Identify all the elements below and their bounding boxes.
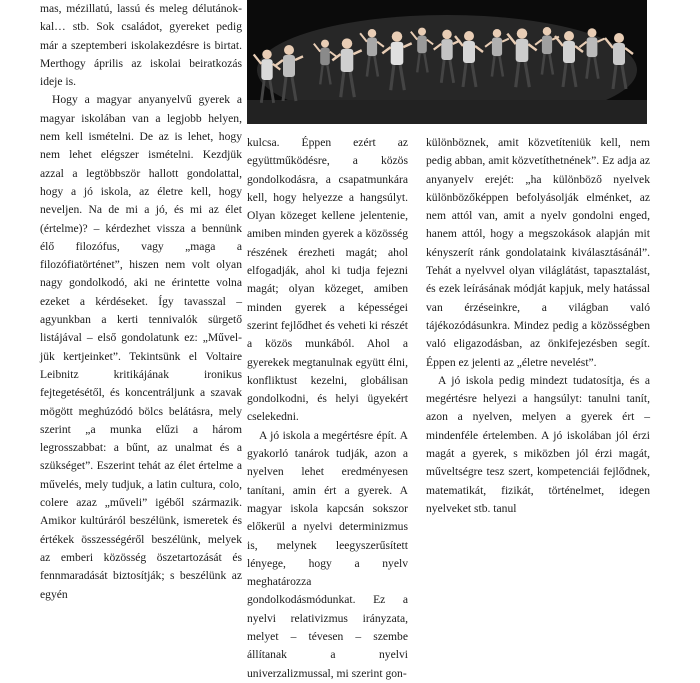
performer-body	[587, 37, 598, 57]
performer-head	[392, 31, 403, 42]
performer-body	[542, 35, 552, 54]
performer-head	[262, 50, 272, 60]
performer-body	[261, 59, 272, 80]
performer-head	[368, 29, 377, 38]
performer-body	[463, 41, 475, 63]
performer-head	[564, 31, 574, 41]
performer-body	[391, 42, 404, 65]
performer-head	[517, 28, 528, 39]
paragraph: kulcsa. Éppen ezért az együttműködésre, a közös gondolkodásra, a csapatmunkára kell, hogy helyezze a hangsúlyt. Olyan közeget kellene jelentenie, amiben minden gyerek a közösség részének érezheti magát; ahol elfogadják, ahol ki tudja fejezni magát; olyan közeget, amiben minden gyerek a képességei szerint fejlődhet és veheti ki részét a közös munkából. Ahol a gyerekek megtanulnak együtt élni, konfliktust kezelni, globálisan gondolkodni, és helyi ügyekért cselekedni.	[247, 136, 408, 424]
performer-head	[493, 29, 502, 38]
stage-photo	[247, 0, 647, 124]
performer-head	[418, 28, 426, 36]
performer-body	[320, 48, 330, 66]
paragraph: A jó iskola pedig mindezt tudatosítja, és a megértésre helyezi a hangsúlyt: tanulni tanít, azon a nyelven, melyen a gyerek ért – mindenféle értelemben. A jó iskolában jól érzi magát a gyerek, s miközben jól érzi magát, műveltségre tesz szert, kompetenciái fejlődnek, matematikát, fizikát, történelmet, idegen nyelveket stb. tanul	[426, 373, 650, 515]
paragraph: mas, mézillatú, lassú és meleg délutánok-kal… stb. Sok családot, gyereket pedig már a szeptemberi iskolakezdésre is birtat. Merthogy április az iskolai beiratkozás ideje is.	[40, 2, 242, 89]
performer-body	[613, 43, 625, 65]
performer-head	[614, 33, 624, 43]
performer-body	[441, 39, 452, 60]
performer-head	[588, 28, 597, 37]
performer-head	[284, 45, 294, 55]
article-column-1	[40, 0, 242, 604]
performer-body	[341, 49, 354, 72]
paragraph: Hogy a magyar anyanyelvű gyerek a magyar iskolában van a legjobb helyen, nem kell ismételni. De az is lehet, hogy nem lehet elégszer ismételni. Kezdjük azzal a legtöbbször hallott gondolattal, hogy a jó iskola, az életre kell, hogy neveljen. Na de mi a jó, és mi az élet (értelme)? – kérdezhet vissza a bennünk élő filozófus, vagy „maga a filozófiatörténet”, hiszen nem volt olyan nagy gondolkodó, aki ne érintette volna ezeket a kérdéseket. Így tavasszal – agyunkban a kerti tennivalók sürgető listájával – első gondolatunk ez: „Művel-jük kertjeinket”. Tekintsünk el Voltaire Leibnitz kritikájának ironikus fejtegetésétől, és koncentráljunk a szavak mögött meghúzódó bölcs belátásra, mely szerint „a munka elűzi a három legrosszabbat: a bűnt, az unalmat és a szükséget”. Eszerint tehát az élet értelme a művelés, mely tudjuk, a latin cultura, colo, colere azaz „műveli” igéből származik. Amikor kultúráról beszélünk, ismeretek és értékek összességéről beszélünk, melyek az emberi közösség öszetartozását és fennmaradását biztosítják; s beszélünk az egyén	[40, 93, 242, 601]
article-column-3	[426, 134, 650, 518]
performer-head	[342, 38, 353, 49]
performer-head	[442, 30, 452, 40]
performer-head	[543, 27, 552, 36]
performer-body	[516, 39, 529, 62]
performer-body	[563, 41, 575, 63]
paragraph: A jó iskola a megértésre épít. A gyakorló tanárok tudják, azon a nyelven lehet eredményesen tanítani, amin ért a gyerek. A magyar iskola kapcsán sokszor előkerül a nyelvi determinizmus is, melynek leegyszerűsített lényege, hogy a nyelv meghatározza gondolkodásmódunkat. Ez a nyelvi relativizmus irányzata, melyet – tévesen – szembe állítanak a nyelvi univerzalizmussal, mi szerint gon-	[247, 428, 408, 680]
performer-body	[492, 37, 502, 56]
paragraph: különböznek, amit közvetíteniük kell, nem pedig abban, amit közvetíthetnének”. Ez adja az anyanyelv erejét: „ha különböző nyelvek különbözőképpen befolyásolják elménket, az nem attól van, amit a nyelv gondolni enged, hanem attól, hogy a megszokások alapján mit kényszerít ránk gondolataink kiválasztásánál”. Tehát a nyelvvel olyan világlátást, tapasztalást, és ezek leírásának módját kapjuk, mely hatással van érzéseinkre, a világban való tájékozódásunkra. Mindez pedig a közösségben való eligazodásban, az önkifejezésben segít. Éppen ez jelenti az „életre nevelést”.	[426, 136, 650, 369]
stage-floor	[247, 100, 647, 124]
performer-body	[367, 37, 377, 56]
performer-body	[283, 55, 295, 77]
performer-body	[417, 36, 427, 54]
article-column-2	[247, 134, 408, 683]
photo-canvas	[247, 0, 647, 124]
performer-head	[464, 31, 474, 41]
performer-head	[321, 40, 329, 48]
